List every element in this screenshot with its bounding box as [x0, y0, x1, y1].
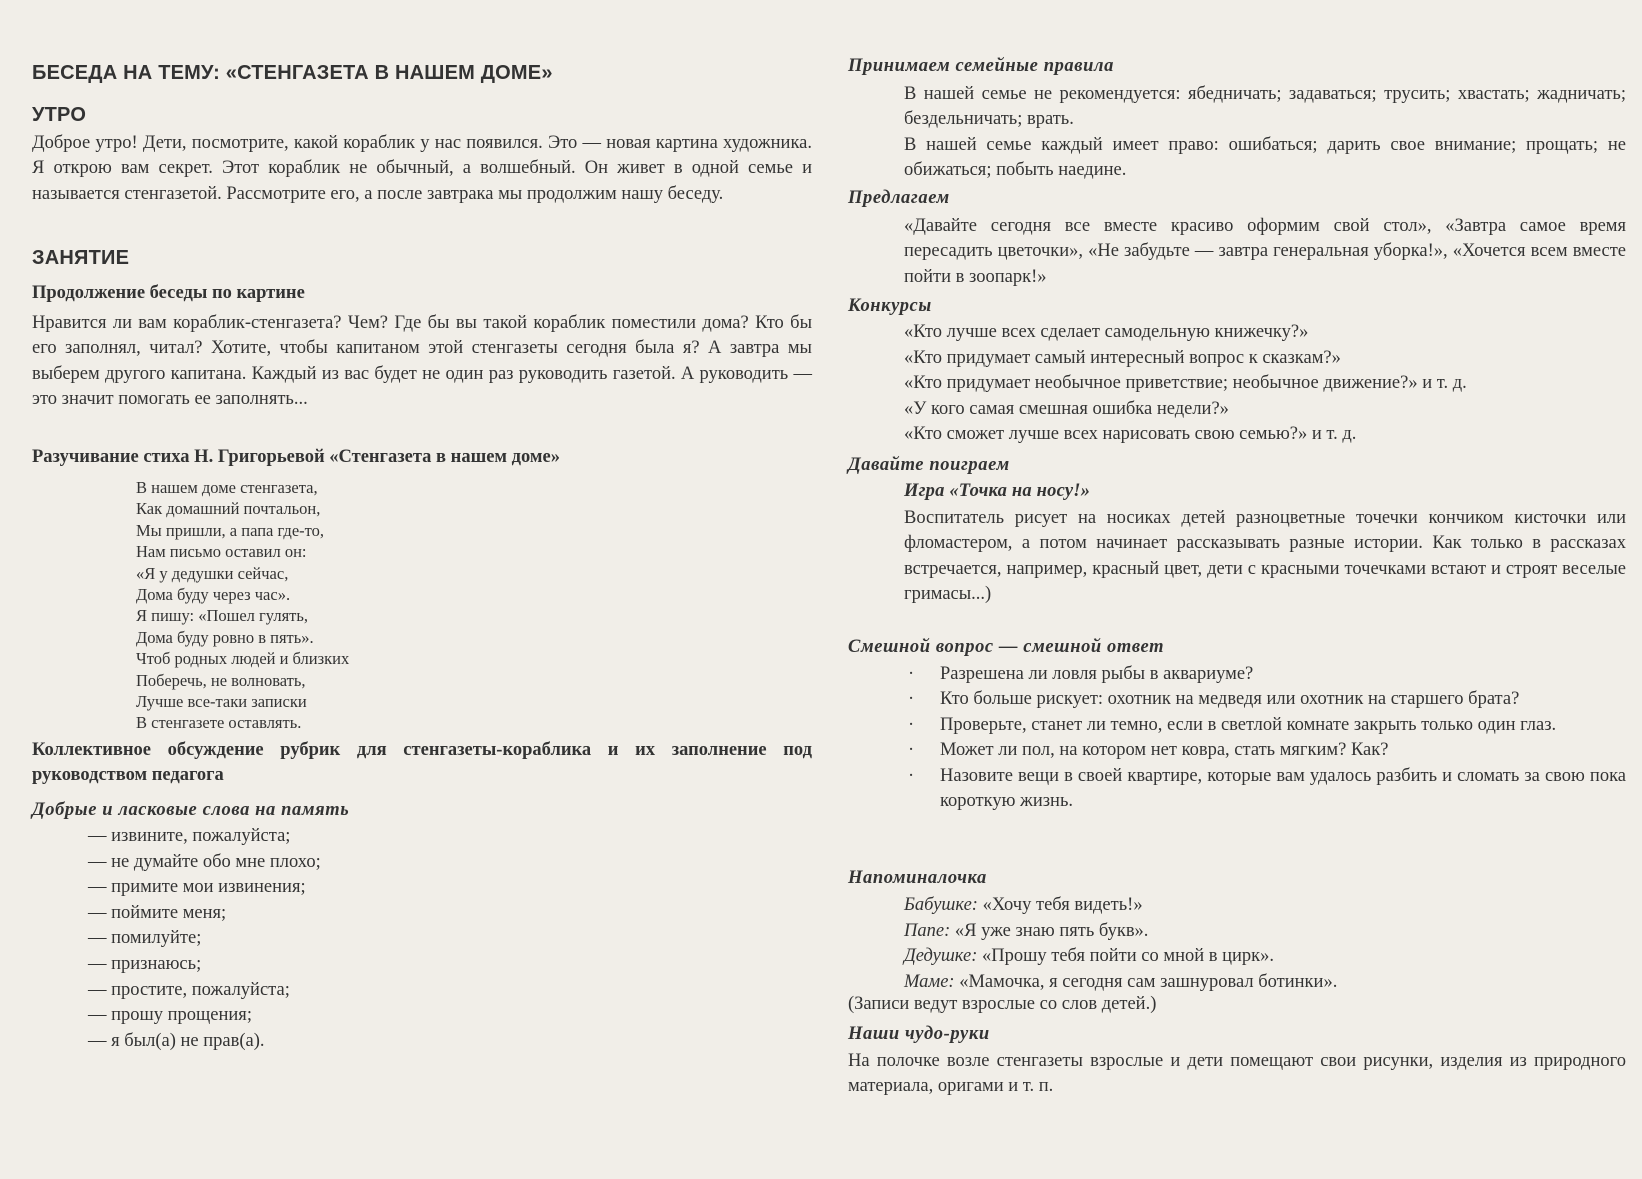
- list-item: [904, 944, 1626, 970]
- poem: [136, 477, 812, 734]
- contests-list: [904, 320, 1626, 448]
- list-item: «Кто придумает необычное приветствие; необычное движение?» и т. д.: [904, 373, 1467, 394]
- bullet-icon: ·: [908, 689, 915, 710]
- list-item: — прошу прощения;: [88, 1005, 252, 1026]
- kind-words-list: [88, 824, 812, 1054]
- list-item: — помилуйте;: [88, 928, 202, 949]
- poem-line: Лучше все-таки записки: [136, 692, 307, 712]
- hands-heading: Наши чудо-руки: [848, 1024, 990, 1044]
- bullet-icon: ·: [908, 765, 915, 786]
- poem-line: «Я у дедушки сейчас,: [136, 563, 289, 583]
- discussion-heading: Коллективное обсуждение рубрик для стенгазеты-кораблика и их заполнение под руководством педагога: [32, 740, 812, 785]
- list-item: — извините, пожалуйста;: [88, 826, 291, 846]
- list-item: — простите, пожалуйста;: [88, 979, 290, 1000]
- poem-line: В нашем доме стенгазета,: [136, 478, 318, 497]
- poem-line: Как домашний почтальон,: [136, 499, 321, 519]
- poem-line: Дома буду через час».: [136, 585, 291, 605]
- bullet-icon: ·: [908, 740, 915, 761]
- reminder-recipient: Бабушке:: [904, 895, 978, 915]
- play-heading: Давайте поиграем: [848, 455, 1010, 475]
- contests-heading: Конкурсы: [848, 296, 932, 316]
- poem-line: Мы пришли, а папа где-то,: [136, 520, 325, 540]
- list-item: «У кого самая смешная ошибка недели?»: [904, 398, 1229, 419]
- page-title: БЕСЕДА НА ТЕМУ: «СТЕНГАЗЕТА В НАШЕМ ДОМЕ»: [32, 62, 553, 84]
- rules-line-1: В нашей семье не рекомендуется: ябедничать; задаваться; трусить; хвастать; жадничать; бездельничать; врать.: [904, 84, 1626, 130]
- reminder-text: «Мамочка, я сегодня сам зашнуровал ботинки».: [954, 971, 1338, 992]
- poem-line: Чтоб родных людей и близких: [136, 649, 350, 669]
- list-item: [848, 662, 1626, 687]
- reminder-note: (Записи ведут взрослые со слов детей.): [848, 994, 1157, 1014]
- hands-text: На полочке возле стенгазеты взрослые и дети помещают свои рисунки, изделия из природного материала, оригами и т. п.: [848, 1051, 1626, 1097]
- rules-heading: Принимаем семейные правила: [848, 56, 1114, 76]
- list-item-text: Разрешена ли ловля рыбы в аквариуме?: [940, 664, 1254, 684]
- poem-line: В стенгазете оставлять.: [136, 713, 302, 733]
- list-item: «Кто придумает самый интересный вопрос к сказкам?»: [904, 347, 1341, 368]
- poem-line: Я пишу: «Пошел гулять,: [136, 606, 309, 626]
- list-item: [848, 713, 1626, 738]
- poem-line: Поберечь, не волновать,: [136, 670, 306, 690]
- reminder-text: «Хочу тебя видеть!»: [977, 895, 1143, 915]
- list-item: — поймите меня;: [88, 902, 227, 923]
- list-item: — я был(а) не прав(а).: [88, 1030, 265, 1051]
- reminder-recipient: Папе:: [904, 920, 951, 941]
- list-item: — признаюсь;: [88, 953, 202, 974]
- list-item: — не думайте обо мне плохо;: [88, 851, 321, 872]
- reminder-text: «Я уже знаю пять букв».: [950, 920, 1149, 941]
- game-title: Игра «Точка на носу!»: [904, 481, 1091, 501]
- list-item-text: Назовите вещи в своей квартире, которые вам удалось разбить и сломать за свою пока короткую жизнь.: [940, 765, 1626, 812]
- list-item: [848, 738, 1626, 763]
- propose-heading: Предлагаем: [848, 188, 950, 208]
- funny-heading: Смешной вопрос — смешной ответ: [848, 637, 1165, 657]
- reminder-list: [904, 893, 1626, 995]
- continue-heading: Продолжение беседы по картине: [32, 283, 305, 303]
- continue-text: Нравится ли вам кораблик-стенгазета? Чем? Где бы вы такой кораблик поместили дома? Кто бы его заполнял, читал? Хотите, чтобы капитаном этой стенгазеты сегодня была я? А завтра мы выберем другого капитана. Каждый из вас будет не один раз руководить газетой. А руководить — это значит помогать ее заполнять...: [32, 313, 812, 410]
- kind-words-heading: Добрые и ласковые слова на память: [32, 800, 350, 820]
- reminder-recipient: Дедушке:: [904, 946, 978, 967]
- list-item: «Кто лучше всех сделает самодельную книжечку?»: [904, 322, 1309, 342]
- list-item: [904, 919, 1626, 945]
- poem-heading: Разучивание стиха Н. Григорьевой «Стенгазета в нашем доме»: [32, 447, 560, 467]
- morning-text: Доброе утро! Дети, посмотрите, какой кораблик у нас появился. Это — новая картина художника. Я открою вам секрет. Этот кораблик не обычный, а волшебный. Он живет в одной семье и называется стенгазетой. Рассмотрите его, а после завтрака мы продолжим нашу беседу.: [32, 133, 812, 204]
- reminder-text: «Прошу тебя пойти со мной в цирк».: [977, 946, 1275, 967]
- list-item: [904, 893, 1626, 919]
- list-item: «Кто сможет лучше всех нарисовать свою семью?» и т. д.: [904, 424, 1357, 445]
- poem-line: Нам письмо оставил он:: [136, 542, 307, 562]
- bullet-icon: ·: [908, 714, 915, 735]
- morning-heading: УТРО: [32, 104, 87, 126]
- list-item-text: Проверьте, станет ли темно, если в светлой комнате закрыть только один глаз.: [940, 714, 1557, 735]
- reminder-heading: Напоминалочка: [848, 868, 987, 888]
- rules-line-2: В нашей семье каждый имеет право: ошибаться; дарить свое внимание; прощать; не обижаться; побыть наедине.: [904, 135, 1626, 181]
- reminder-recipient: Маме:: [904, 971, 955, 992]
- list-item: — примите мои извинения;: [88, 877, 306, 898]
- propose-text: «Давайте сегодня все вместе красиво оформим свой стол», «Завтра самое время пересадить цветочки», «Не забудьте — завтра генеральная уборка!», «Хочется всем вместе пойти в зоопарк!»: [904, 216, 1626, 287]
- lesson-heading: ЗАНЯТИЕ: [32, 247, 130, 269]
- list-item: [848, 764, 1626, 815]
- list-item: [848, 687, 1626, 712]
- poem-line: Дома буду ровно в пять».: [136, 627, 314, 647]
- list-item-text: Может ли пол, на котором нет ковра, стать мягким? Как?: [940, 740, 1389, 761]
- bullet-icon: ·: [908, 664, 915, 684]
- game-text: Воспитатель рисует на носиках детей разноцветные точечки кончиком кисточки или фломастером, а потом начинает рассказывать разные истории. Как только в рассказах встречается, например, красный цвет, дети с красными точечками встают и строят веселые гримасы...): [904, 508, 1626, 605]
- list-item-text: Кто больше рискует: охотник на медведя или охотник на старшего брата?: [940, 689, 1520, 710]
- funny-list: [848, 662, 1626, 814]
